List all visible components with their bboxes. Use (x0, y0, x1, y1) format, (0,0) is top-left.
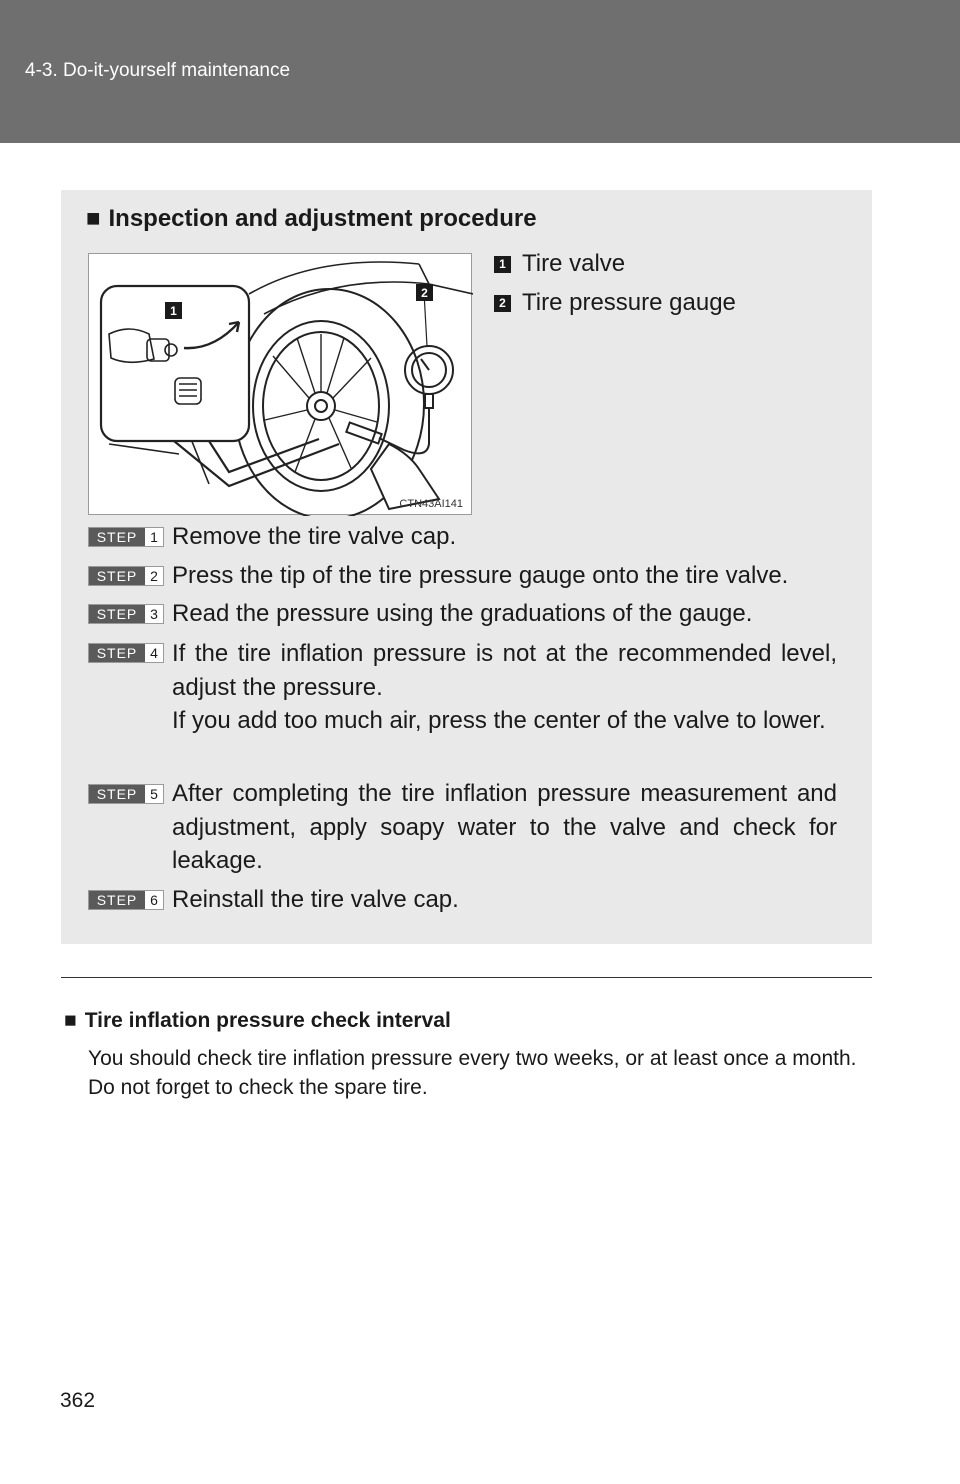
legend-item-pressure-gauge (494, 289, 736, 317)
step-3-badge: STEP 3 (88, 604, 164, 624)
page-header (0, 0, 960, 143)
step-2-text: Press the tip of the tire pressure gauge onto the tire valve. (172, 562, 789, 589)
interval-heading (64, 1009, 451, 1033)
step-3-text: Read the pressure using the graduations of the gauge. (172, 600, 753, 627)
tire-valve-illustration (88, 253, 472, 515)
step-6-badge: STEP 6 (88, 890, 164, 910)
callout-2-icon: 2 (494, 295, 511, 312)
square-bullet-icon: ■ (64, 1009, 77, 1032)
page-number: 362 (60, 1389, 96, 1412)
legend-item-tire-valve (494, 250, 625, 278)
interval-body (88, 1044, 861, 1102)
interval-paragraph: Do not forget to check the spare tire. (88, 1076, 428, 1099)
procedure-heading-text: Inspection and adjustment procedure (108, 205, 537, 232)
step-2-badge: STEP 2 (88, 566, 164, 586)
step-5-text: After completing the tire inflation pressure measurement and adjustment, apply soapy water to the valve and check for leakage. (172, 780, 837, 874)
section-title: 4-3. Do-it-yourself maintenance (25, 60, 291, 81)
step-5-badge: STEP 5 (88, 784, 164, 804)
step-6-text: Reinstall the tire valve cap. (172, 886, 459, 913)
step-4-badge: STEP 4 (88, 643, 164, 663)
step-4-text: If the tire inflation pressure is not at the recommended level, adjust the pressure. If you add too much air, press the center of the valve to lower. (172, 640, 837, 734)
svg-text:1: 1 (170, 304, 177, 318)
interval-heading-text: Tire inflation pressure check interval (84, 1009, 451, 1032)
tire-illustration-drawing (89, 254, 473, 516)
callout-1-icon: 1 (494, 256, 511, 273)
section-divider (61, 977, 872, 978)
interval-paragraph: You should check tire inflation pressure every two weeks, or at least once a month. (88, 1047, 857, 1070)
step-1-text: Remove the tire valve cap. (172, 523, 457, 550)
legend-label: Tire pressure gauge (522, 289, 736, 316)
procedure-heading (86, 205, 537, 233)
step-1-badge: STEP 1 (88, 527, 164, 547)
figure-code: CTN43AI141 (399, 498, 463, 510)
legend-label: Tire valve (522, 250, 626, 277)
square-bullet-icon: ■ (86, 205, 101, 232)
svg-text:2: 2 (421, 286, 428, 300)
